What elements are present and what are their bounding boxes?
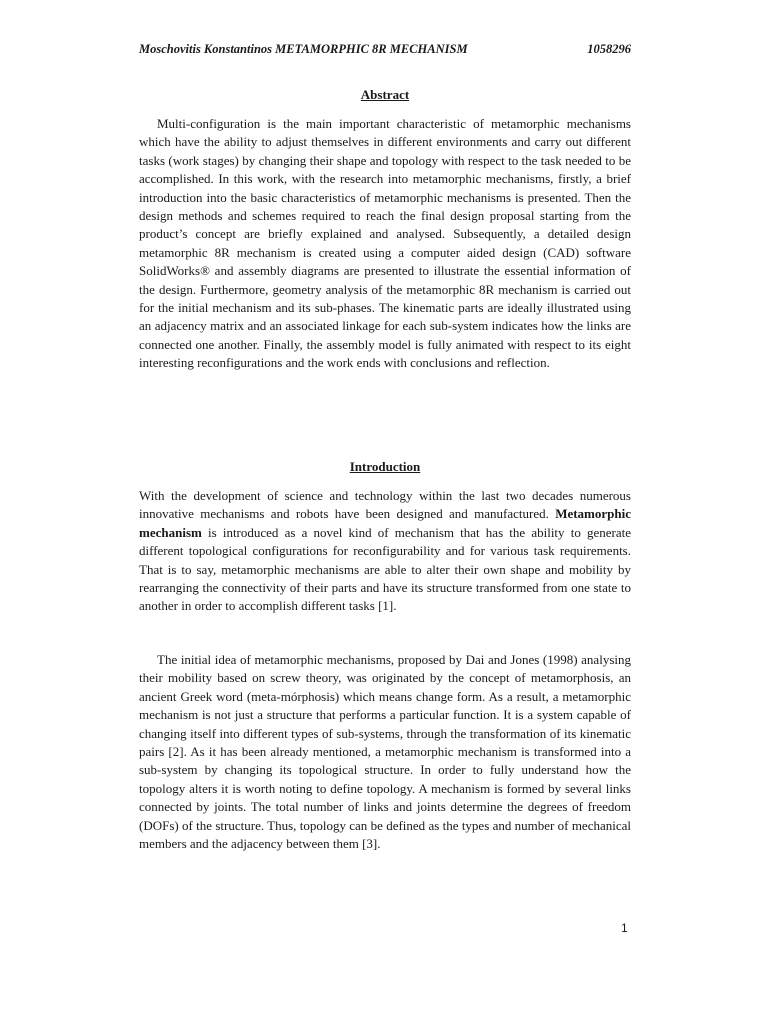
intro-p1-rest: is introduced as a novel kind of mechanism that has the ability to generate different topological configurations for reconfigurability and for various task requirements. That is to say, metamorphic mechanisms are able to alter their own shape and mobility by rearranging the connectivity of their parts and have its structure transformed from one state to another in order to accomplish different tasks [1].: [139, 524, 631, 614]
running-header: [139, 42, 631, 58]
introduction-paragraph-2: The initial idea of metamorphic mechanisms, proposed by Dai and Jones (1998) analysing their mobility based on screw theory, was originated by the concept of metamorphosis, an ancient Greek word (meta-mórphosis) which means change form. As a result, a metamorphic mechanism is not just a structure that performs a particular function. It is a system capable of changing itself into different types of sub-systems, through the transformation of its kinematic pairs [2]. As it has been already mentioned, a metamorphic mechanism is transformed into a sub-system by changing its topological structure. In order to fully understand how the topology alters it is worth noting to define topology. A mechanism is formed by several links connected by joints. The total number of links and joints determine the degrees of freedom (DOFs) of the structure. Thus, topology can be defined as the types and number of mechanical members and the adjacency between them [3].: [139, 652, 631, 852]
abstract-paragraph: Multi-configuration is the main important characteristic of metamorphic mechanisms which have the ability to adjust themselves in different environments and carry out different tasks (work stages) by changing their shape and topology with respect to the task needed to be accomplished. In this work, with the research into metamorphic mechanisms, firstly, a brief introduction into the basic characteristics of metamorphic mechanisms is presented. Then the design methods and schemes required to reach the final design proposal starting from the product’s concept are briefly explained and analysed. Subsequently, a detailed design metamorphic 8R mechanism is created using a computer aided design (CAD) software SolidWorks® and assembly diagrams are presented to illustrate the essential information of the design. Furthermore, geometry analysis of the metamorphic 8R mechanism is carried out for the initial mechanism and its sub-phases. The kinematic parts are ideally illustrated using an adjacency matrix and an associated linkage for each sub-system indicates how the links are connected one another. Finally, the assembly model is fully animated with respect to its eight interesting reconfigurations and the work ends with conclusions and reflection.: [139, 116, 631, 371]
abstract-heading: Abstract: [360, 87, 410, 102]
header-author-title: Moschovitis Konstantinos METAMORPHIC 8R MECHANISM: [139, 42, 468, 56]
intro-p1-lead: With the development of science and technology within the last two decades numerous innovative mechanisms and robots have been designed and manufactured.: [139, 488, 631, 522]
introduction-heading: Introduction: [349, 459, 421, 474]
header-student-id: 1058296: [587, 42, 631, 56]
page-number: 1: [621, 921, 628, 935]
introduction-paragraph-1: [139, 487, 631, 616]
metamorphic-mechanism-term: Metamorphic mechanism: [139, 506, 631, 540]
